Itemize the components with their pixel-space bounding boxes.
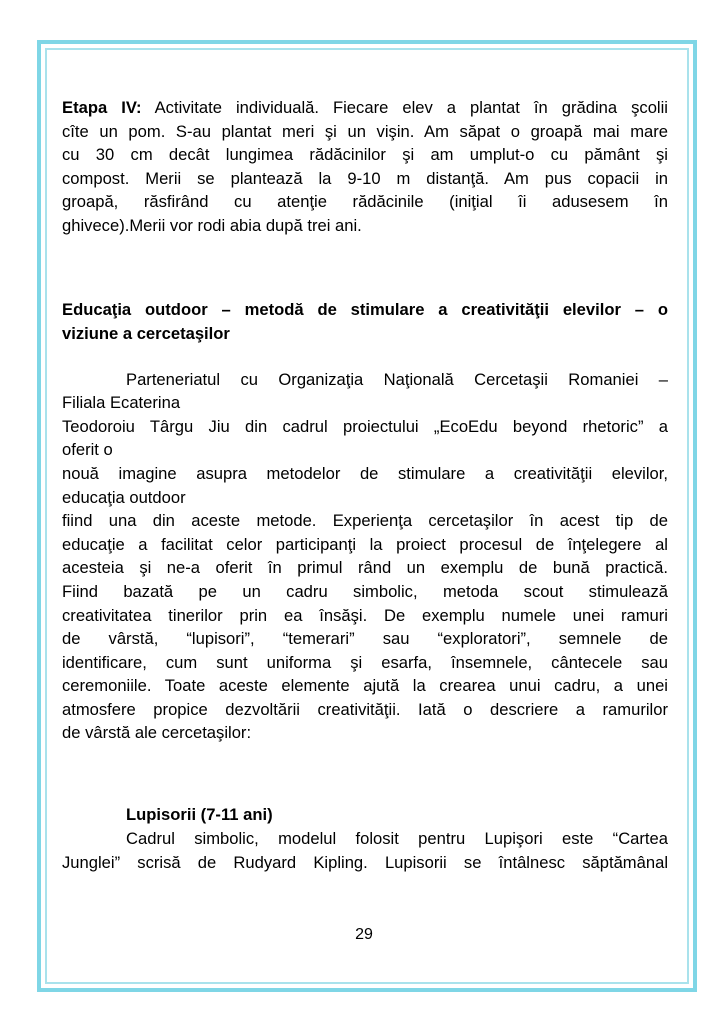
text-line: educaţia outdoor (62, 487, 186, 507)
heading-line: viziune a cercetaşilor (62, 323, 230, 343)
heading-line: Educaţia outdoor – metodă de stimulare a creativităţii elevilor – o (62, 299, 668, 319)
text-line: de vârstă ale cercetaşilor: (62, 723, 252, 743)
page-content (62, 96, 668, 874)
text-line: oferit o (62, 440, 113, 460)
text-line: nouă imagine asupra metodelor de stimulare a creativităţii elevilor, (62, 463, 668, 483)
text-line: compost. Merii se plantează la 9-10 m distanţă. Am pus copacii in (62, 168, 668, 188)
text-line: identificare, cum sunt uniforma şi esarfa, însemnele, cântecele sau (62, 652, 668, 672)
text-line: fiind una din aceste metode. Experienţa cercetaşilor în acest tip de (62, 511, 668, 531)
text-line: educaţie a facilitat celor participanţi la proiect procesul de înţelegere al (62, 534, 668, 554)
text-line: Teodoroiu Târgu Jiu din cadrul proiectului „EcoEdu beyond rhetoric” a (62, 416, 668, 436)
text-line: ceremoniile. Toate aceste elemente ajută la crearea unui cadru, a unei (62, 676, 668, 696)
text-line: ghivece).Merii vor rodi abia după trei ani. (62, 215, 362, 235)
text-line: Activitate individuală. Fiecare elev a plantat în grădina şcolii (141, 98, 668, 117)
page-number: 29 (355, 926, 373, 943)
text-line: Parteneriatul cu Organizaţia Naţională Cercetaşii Romaniei – (126, 369, 668, 389)
paragraph-lupisorii (62, 827, 668, 874)
paragraph-etapa-iv (62, 96, 668, 238)
section-heading (62, 298, 668, 346)
text-line: groapă, răsfirând cu atenţie rădăcinile (iniţial îi adusesem în (62, 192, 668, 212)
text-line: de vârstă, “lupisori”, “temerari” sau “exploratori”, semnele de (62, 629, 668, 649)
text-line: acesteia şi ne-a oferit în primul rând un exemplu de bună practică. (62, 558, 668, 578)
subsection-title: Lupisorii (7-11 ani) (126, 805, 273, 825)
text-line: atmosfere propice dezvoltării creativităţii. Iată o descriere a ramurilor (62, 699, 668, 719)
paragraph-parteneriat (62, 368, 668, 746)
text-line: Junglei” scrisă de Rudyard Kipling. Lupisorii se întâlnesc săptămânal (62, 852, 668, 872)
etapa-label: Etapa IV: (62, 98, 142, 117)
text-line: creativitatea tinerilor prin ea însăşi. De exemplu numele unei ramuri (62, 605, 668, 625)
text-line: Cadrul simbolic, modelul folosit pentru Lupişori este “Cartea (126, 829, 668, 849)
text-line: cîte un pom. S-au plantat meri şi un vişin. Am săpat o groapă mai mare (62, 121, 668, 141)
text-line: cu 30 cm decât lungimea rădăcinilor şi am umplut-o cu pământ şi (62, 145, 668, 165)
text-line: Filiala Ecaterina (62, 393, 181, 413)
text-line: Fiind bazată pe un cadru simbolic, metoda scout stimulează (62, 581, 668, 601)
